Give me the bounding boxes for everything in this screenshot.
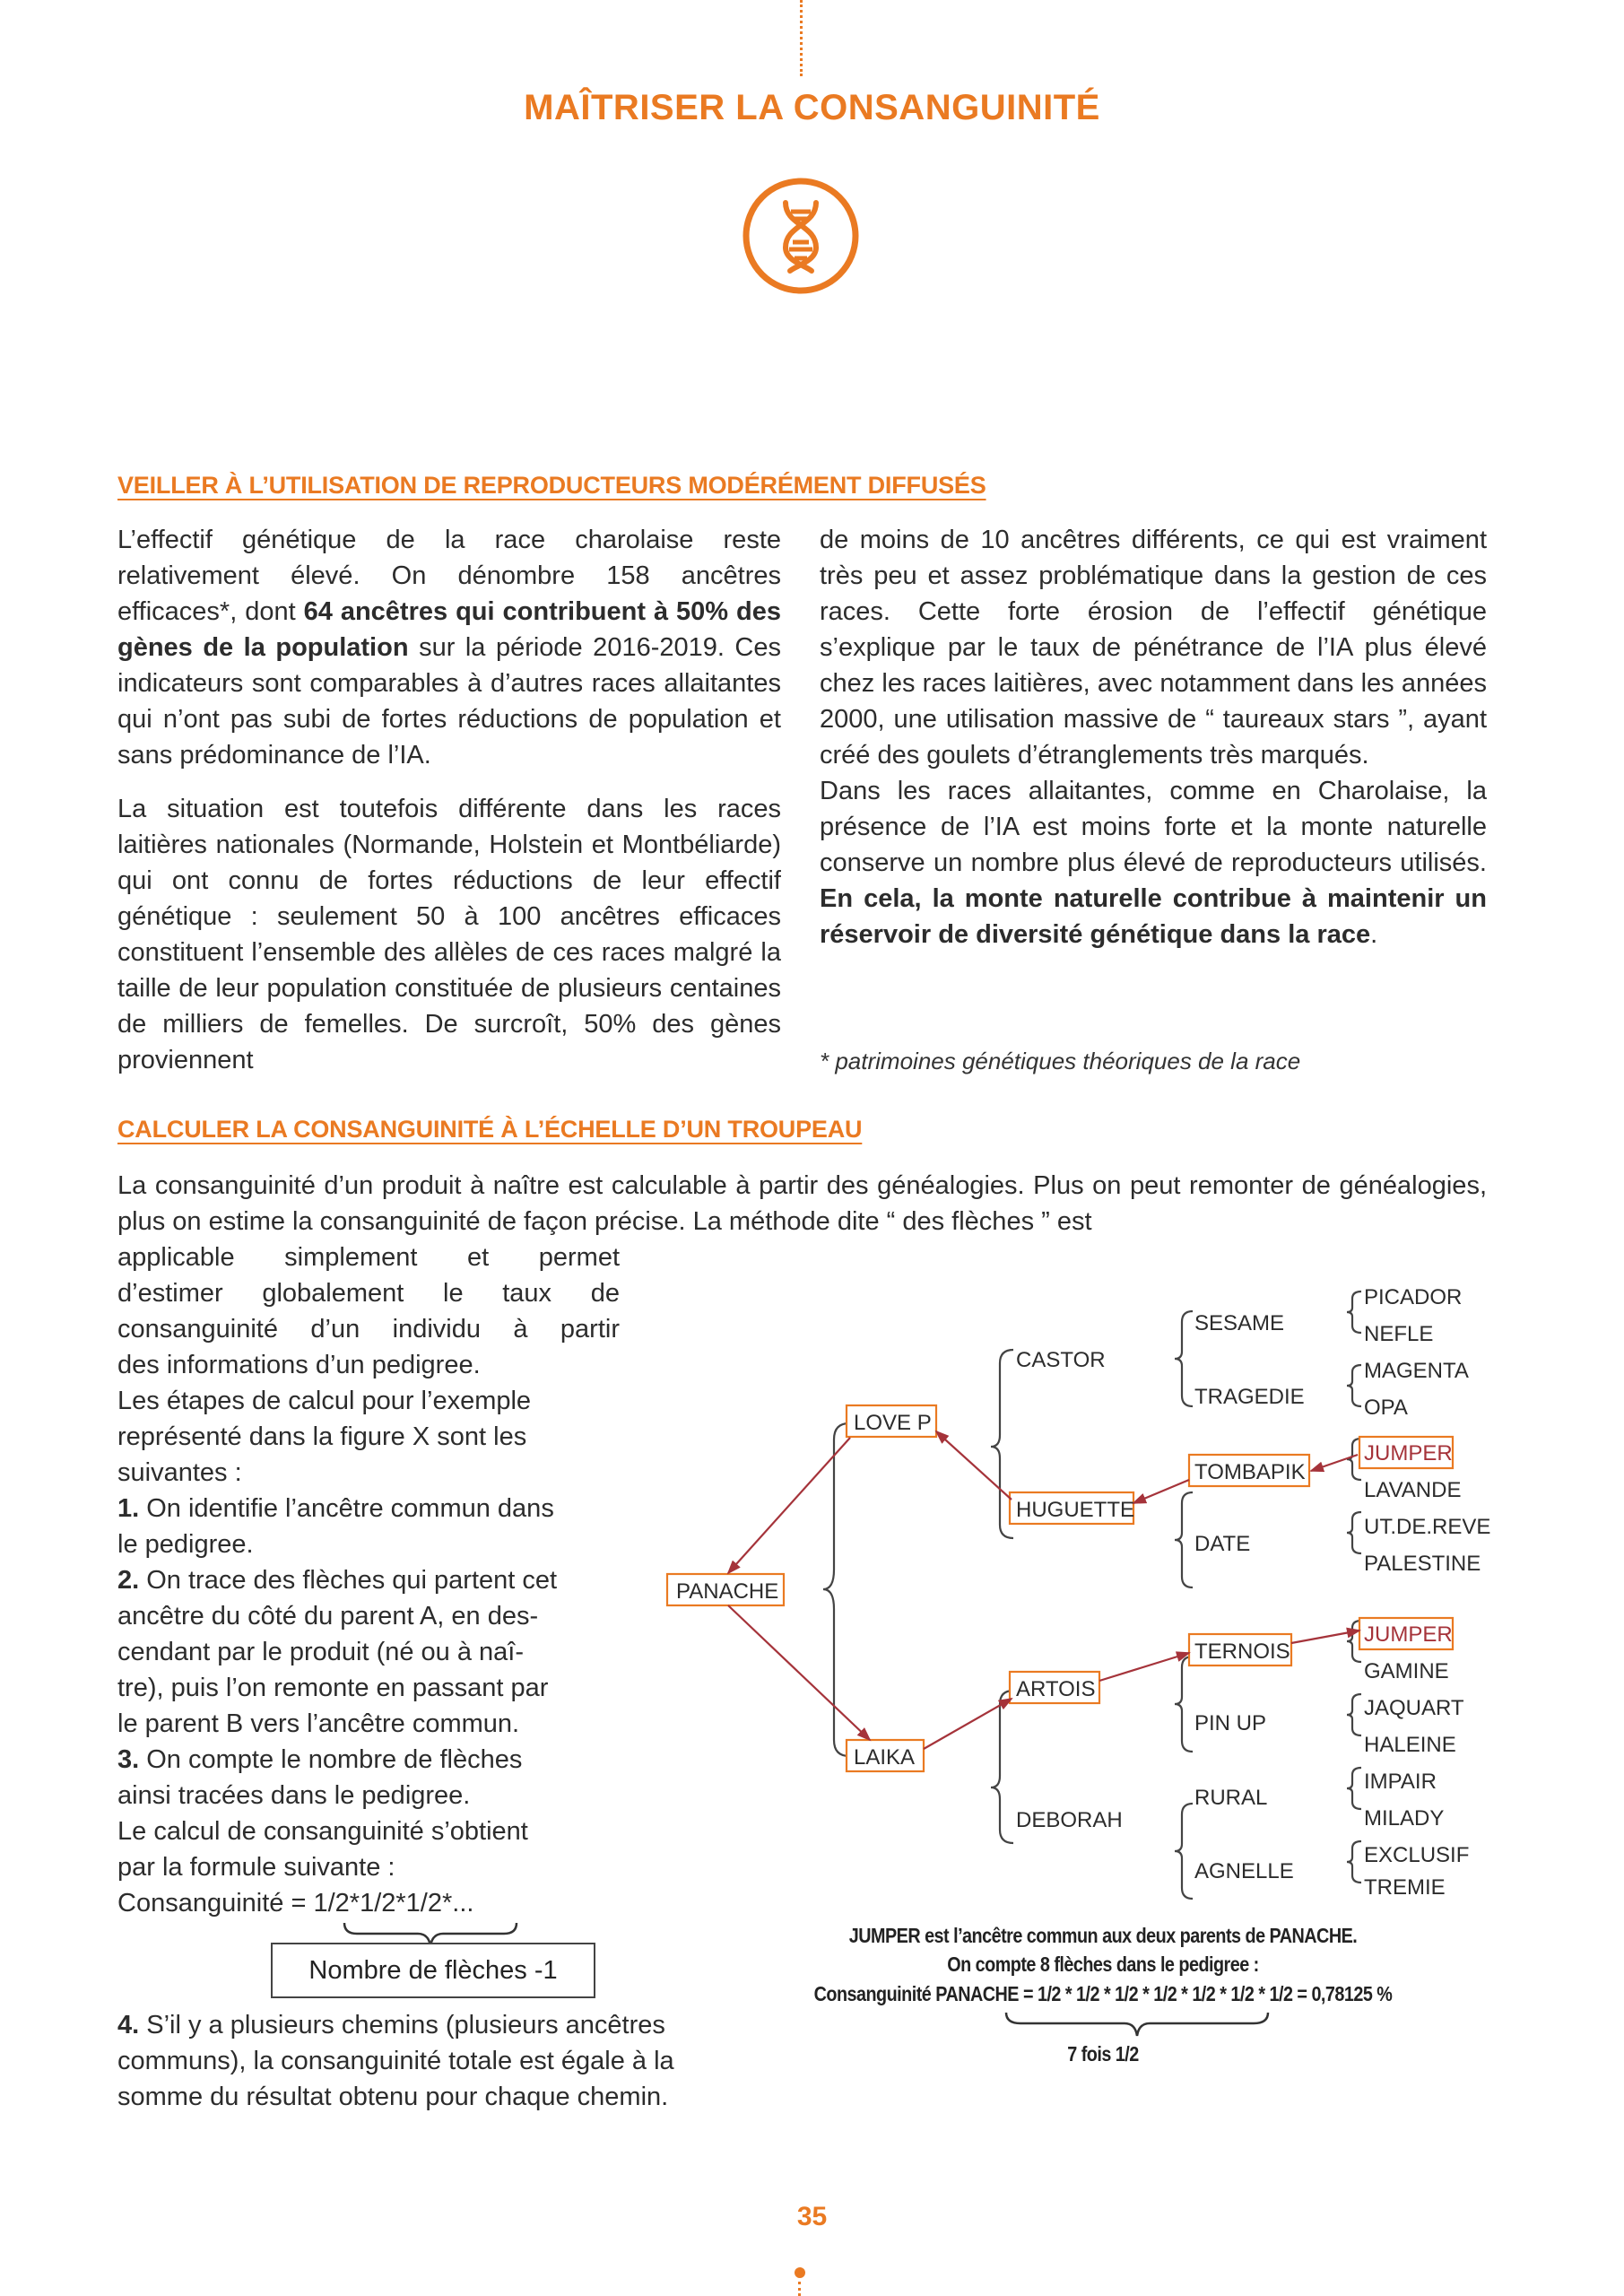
page-title: MAÎTRISER LA CONSANGUINITÉ [524, 88, 1100, 127]
step-4-block [117, 2007, 781, 2115]
text-run: On identifie l’ancêtre commun dans [139, 1494, 554, 1523]
name-tremie: TREMIE [1364, 1875, 1446, 1900]
name-milady: MILADY [1364, 1806, 1445, 1831]
name-impair: IMPAIR [1364, 1770, 1437, 1794]
name-agnelle: AGNELLE [1194, 1859, 1294, 1883]
name-castor: CASTOR [1016, 1348, 1106, 1372]
text-line: par la formule suivante : [117, 1853, 395, 1882]
name-artois: ARTOIS [1016, 1677, 1096, 1701]
name-pinup: PIN UP [1194, 1711, 1267, 1735]
name-lavande: LAVANDE [1364, 1478, 1462, 1502]
text-line: ancêtre du côté du parent A, en des- [117, 1602, 539, 1631]
name-jaquart: JAQUART [1364, 1696, 1464, 1720]
caption-arrow-count: On compte 8 flèches dans le pedigree : [947, 1952, 1259, 1976]
footnote: * patrimoines génétiques théoriques de la race [820, 1048, 1301, 1074]
text-line: des informations d’un pedigree. [117, 1351, 481, 1379]
pedigree-names [676, 1285, 1490, 1900]
text-line: représenté dans la figure X sont les [117, 1422, 527, 1451]
text-line: ainsi tracées dans le pedigree. [117, 1781, 471, 1810]
text-line: applicable simplement et permet [117, 1243, 620, 1272]
name-sesame: SESAME [1194, 1311, 1285, 1335]
text-line: suivantes : [117, 1458, 242, 1487]
bold-run: En cela, la monte naturelle contribue à maintenir un réservoir de diversité génétique dans la race [820, 884, 1487, 949]
arrow-jumper-tombapik [1311, 1455, 1358, 1471]
text-line: d’estimer globalement le taux de [117, 1279, 620, 1308]
text-line: cendant par le produit (né ou à naî- [117, 1638, 525, 1666]
text-run: Dans les races allaitantes, comme en Charolaise, la présence de l’IA est moins forte et la monte naturelle conserve un nombre plus élevé de reproducteurs utilisés. [820, 777, 1487, 877]
name-gamine: GAMINE [1364, 1659, 1449, 1683]
section-heading-reproducteurs: VEILLER À L’UTILISATION DE REPRODUCTEURS MODÉRÉMENT DIFFUSÉS [117, 472, 986, 499]
paragraph-effectif-charolaise [117, 522, 781, 773]
page-number: 35 [796, 2202, 828, 2231]
paragraph-erosion: de moins de 10 ancêtres différents, ce qui est vraiment très peu et assez problématique dans la gestion de ces races. Cette forte érosion de l’effectif génétique s’explique par le taux de pénétrance de l’IA plus élevé chez les races laitières, avec notamment dans les années 2000, une utilisation massive de “ taureaux stars ”, ayant créé des goulets d’étranglements très marqués. [820, 526, 1487, 770]
arrow-panache-laika [728, 1605, 870, 1740]
caption-brace [1003, 2009, 1272, 2039]
name-tombapik: TOMBAPIK [1194, 1460, 1306, 1484]
name-lovep: LOVE P [854, 1411, 932, 1435]
section1-left-column [117, 522, 781, 1078]
name-rural: RURAL [1194, 1786, 1268, 1810]
text-line: le pedigree. [117, 1530, 254, 1559]
bottom-dotted-line [798, 2282, 801, 2296]
paragraph-races-allaitantes [820, 773, 1487, 952]
step-number: 1. [117, 1494, 140, 1523]
caption-common-ancestor: JUMPER est l’ancêtre commun aux deux parents de PANACHE. [848, 1924, 1358, 1947]
pedigree-diagram [0, 1256, 1624, 1900]
section-heading-calcul: CALCULER LA CONSANGUINITÉ À L’ÉCHELLE D’UN TROUPEAU [117, 1116, 863, 1143]
text-line: Les étapes de calcul pour l’exemple [117, 1387, 532, 1415]
name-panache: PANACHE [676, 1579, 779, 1604]
step-number: 3. [117, 1745, 140, 1774]
name-magenta: MAGENTA [1364, 1359, 1469, 1383]
formula-line [117, 1885, 620, 1921]
arrow-laika-artois [924, 1699, 1012, 1749]
name-nefle: NEFLE [1364, 1322, 1434, 1346]
step-number: 4. [117, 2011, 140, 2039]
text-run: On trace des flèches qui partent cet [139, 1566, 558, 1595]
name-laika: LAIKA [854, 1745, 916, 1770]
text-line: Le calcul de consanguinité s’obtient [117, 1817, 528, 1846]
arrow-artois-ternois [1099, 1653, 1189, 1681]
paragraph-races-laitieres: La situation est toutefois différente dans les races laitières nationales (Normande, Holstein et Montbéliarde) qui ont connu de fortes réductions de leur effectif génétique : seulement 50 à 100 ancêtres efficaces constituent l’ensemble des allèles de ces races malgré la taille de leur population constituée de plusieurs centaines de milliers de femelles. De surcroît, 50% des gènes proviennent [117, 795, 781, 1074]
step-number: 2. [117, 1566, 140, 1595]
text-line: communs), la consanguinité totale est égale à la [117, 2047, 674, 2075]
name-jumper-1: JUMPER [1364, 1441, 1453, 1465]
formula-value: 1/2*1/2*1/2*... [313, 1889, 474, 1918]
section1-right-column [820, 522, 1487, 952]
arrow-tombapik-huguette [1133, 1480, 1189, 1503]
name-tragedie: TRAGEDIE [1194, 1385, 1305, 1409]
text-line: consanguinité d’un individu à partir [117, 1315, 620, 1344]
text-run: On compte le nombre de flèches [139, 1745, 523, 1774]
name-jumper-2: JUMPER [1364, 1622, 1453, 1647]
text-run: S’il y a plusieurs chemins (plusieurs ancêtres [139, 2011, 665, 2039]
caption-count: 7 fois 1/2 [1067, 2042, 1139, 2066]
formula-box: Nombre de flèches -1 [271, 1943, 595, 1998]
text-run: L’effectif génétique de la race charolaise reste relativement élevé. On dénombre 158 ancêtres efficaces*, dont [117, 526, 781, 626]
arrow-lovep-panache [728, 1438, 850, 1573]
name-palestine: PALESTINE [1364, 1552, 1481, 1576]
name-exclusif: EXCLUSIF [1364, 1843, 1470, 1867]
intro-paragraph: La consanguinité d’un produit à naître est calculable à partir des généalogies. Plus on peut remonter de généalogies, plus on estime la consanguinité de façon précise. La méthode dite “ des flèches ” est [117, 1171, 1487, 1236]
text-line: tre), puis l’on remonte en passant par [117, 1674, 549, 1702]
top-dotted-line [800, 0, 803, 76]
name-haleine: HALEINE [1364, 1733, 1456, 1757]
name-utdereve: UT.DE.REVE [1364, 1515, 1491, 1539]
formula-prefix: Consanguinité = [117, 1889, 314, 1918]
dna-icon [741, 176, 861, 296]
name-picador: PICADOR [1364, 1285, 1463, 1309]
bottom-dot [795, 2267, 805, 2278]
text-run: sur la période 2016-2019. Ces indicateurs sont comparables à d’autres races allaitantes qui n’ont pas subi de fortes réductions de population et sans prédominance de l’IA. [117, 633, 782, 770]
highlight-boxes [667, 1405, 1453, 1771]
bold-run: 64 ancêtres qui contribuent à 50% des gènes de la population [117, 597, 781, 662]
text-line: somme du résultat obtenu pour chaque chemin. [117, 2083, 669, 2111]
name-date: DATE [1194, 1532, 1251, 1556]
name-ternois: TERNOIS [1194, 1639, 1290, 1664]
name-deborah: DEBORAH [1016, 1808, 1123, 1832]
text-line: le parent B vers l’ancêtre commun. [117, 1709, 520, 1738]
name-huguette: HUGUETTE [1016, 1498, 1134, 1522]
text-run: . [1370, 920, 1378, 949]
caption-formula: Consanguinité PANACHE = 1/2 * 1/2 * 1/2 * 1/2 * 1/2 * 1/2 * 1/2 = 0,78125 % [813, 1982, 1393, 2005]
step-4 [117, 2007, 781, 2043]
name-opa: OPA [1364, 1396, 1408, 1420]
section2-intro [117, 1168, 1487, 1239]
